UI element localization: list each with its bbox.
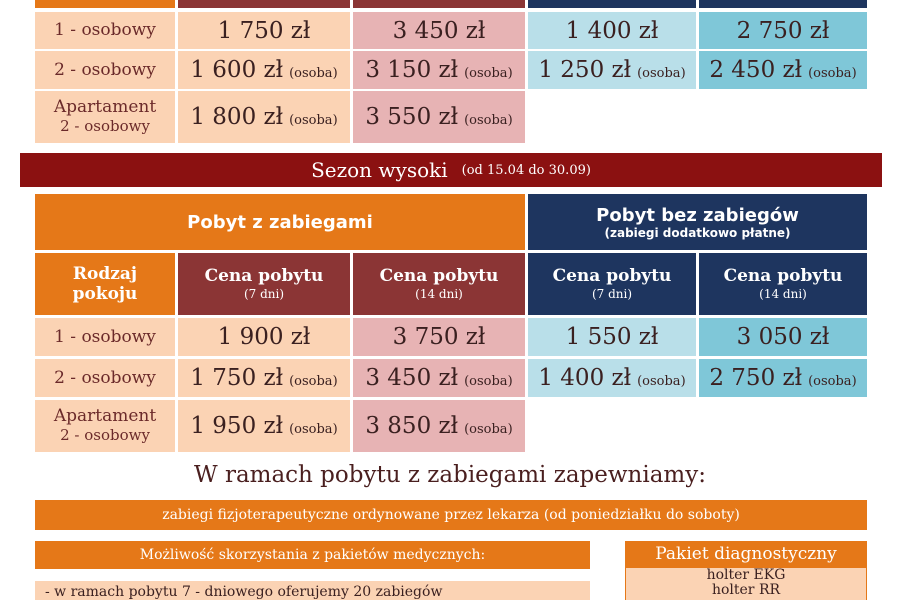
price-value xyxy=(365,57,512,83)
group-header-without-treatments xyxy=(528,194,867,250)
room-type-cell xyxy=(35,91,175,143)
room-type-cell xyxy=(35,400,175,452)
price-cell xyxy=(353,51,525,89)
package-note xyxy=(35,581,590,600)
room-type-cell xyxy=(35,359,175,397)
season-title: Sezon wysoki xyxy=(311,158,448,182)
per-person-note: (osoba) xyxy=(289,113,338,128)
price-amount: 1 950 zł xyxy=(190,413,284,439)
per-person-note: (osoba) xyxy=(808,66,857,81)
room-type-label xyxy=(54,407,156,445)
price-amount: 3 450 zł xyxy=(392,17,486,44)
price-value xyxy=(190,57,337,83)
price-value xyxy=(538,57,685,83)
price-amount: 1 250 zł xyxy=(538,57,632,83)
per-person-note: (osoba) xyxy=(464,374,513,389)
diagnostic-item: holter RR xyxy=(711,582,781,598)
price-cell xyxy=(178,400,350,452)
price-cell xyxy=(178,12,350,49)
price-amount: 1 600 zł xyxy=(190,57,284,83)
price-value xyxy=(737,18,830,44)
price-amount: 2 750 zł xyxy=(736,17,830,44)
column-duration: (14 dni) xyxy=(415,287,463,301)
packages-text: Możliwość skorzystania z pakietów medycznych: xyxy=(139,547,486,563)
room-name: 2 - osobowy xyxy=(54,367,156,388)
price-value xyxy=(566,18,659,44)
header-strip-cell xyxy=(178,0,350,8)
price-cell xyxy=(353,91,525,143)
per-person-note: (osoba) xyxy=(289,66,338,81)
medical-packages-bar xyxy=(35,541,590,569)
per-person-note: (osoba) xyxy=(637,374,686,389)
column-title: Cena pobytu xyxy=(379,266,499,286)
price-amount: 1 750 zł xyxy=(190,365,284,391)
price-cell xyxy=(699,12,867,49)
room-type-cell xyxy=(35,51,175,89)
included-heading: W ramach pobytu z zabiegami zapewniamy: xyxy=(194,462,706,488)
price-cell xyxy=(353,400,525,452)
physio-text: zabiegi fizjoterapeutyczne ordynowane przez lekarza (od poniedziałku do soboty) xyxy=(162,507,740,523)
price-value xyxy=(709,57,856,83)
column-title: Cena pobytu xyxy=(552,266,672,286)
price-value xyxy=(190,104,337,130)
diagnostic-title: Pakiet diagnostyczny xyxy=(626,542,866,568)
season-dates: (od 15.04 do 30.09) xyxy=(461,162,591,178)
group-subtitle: (zabiegi dodatkowo płatne) xyxy=(604,225,791,240)
per-person-note: (osoba) xyxy=(289,422,338,437)
room-name: Apartament xyxy=(53,97,157,117)
price-value xyxy=(218,324,311,350)
diagnostic-item: holter EKG xyxy=(706,567,786,583)
column-duration: (7 dni) xyxy=(591,287,633,301)
header-strip-cell xyxy=(35,0,175,8)
price-cell xyxy=(178,51,350,89)
room-type-header xyxy=(35,253,175,315)
room-subtype: 2 - osobowy xyxy=(60,117,150,135)
price-column-header xyxy=(699,253,867,315)
room-type-label xyxy=(54,61,156,80)
price-value xyxy=(190,413,337,439)
price-amount: 1 800 zł xyxy=(190,104,284,130)
price-amount: 1 900 zł xyxy=(217,324,311,350)
price-cell xyxy=(178,359,350,397)
price-value xyxy=(709,365,856,391)
price-amount: 1 400 zł xyxy=(565,17,659,44)
price-amount: 2 750 zł xyxy=(709,365,803,391)
column-title: Cena pobytu xyxy=(204,266,324,286)
column-title: Cena pobytu xyxy=(723,266,843,286)
room-type-label xyxy=(54,21,156,40)
group-header-with-treatments xyxy=(35,194,525,250)
price-amount: 3 050 zł xyxy=(736,324,830,350)
price-amount: 3 550 zł xyxy=(365,104,459,130)
room-type-label xyxy=(54,98,156,136)
room-name: 2 - osobowy xyxy=(54,59,156,80)
header-line: Rodzaj xyxy=(72,264,138,284)
price-value xyxy=(190,365,337,391)
season-band xyxy=(20,153,882,187)
price-cell xyxy=(353,359,525,397)
price-cell xyxy=(528,359,696,397)
price-amount: 1 400 zł xyxy=(538,365,632,391)
room-type-cell xyxy=(35,12,175,49)
room-type-cell xyxy=(35,318,175,356)
header-strip-cell xyxy=(699,0,867,8)
room-type-label xyxy=(54,328,156,347)
price-value xyxy=(566,324,659,350)
price-value xyxy=(393,324,486,350)
room-name: Apartament xyxy=(53,406,157,426)
per-person-note: (osoba) xyxy=(289,374,338,389)
per-person-note: (osoba) xyxy=(808,374,857,389)
price-column-header xyxy=(178,253,350,315)
price-cell xyxy=(699,318,867,356)
per-person-note: (osoba) xyxy=(464,113,513,128)
room-subtype: 2 - osobowy xyxy=(60,426,150,444)
price-cell xyxy=(178,318,350,356)
price-value xyxy=(365,365,512,391)
room-name: 1 - osobowy xyxy=(54,326,156,347)
price-column-header xyxy=(353,253,525,315)
group-title: Pobyt z zabiegami xyxy=(187,211,373,233)
price-value xyxy=(393,18,486,44)
price-column-header xyxy=(528,253,696,315)
price-amount: 3 450 zł xyxy=(365,365,459,391)
price-amount: 1 550 zł xyxy=(565,324,659,350)
price-cell xyxy=(528,12,696,49)
group-title: Pobyt bez zabiegów xyxy=(596,204,799,226)
per-person-note: (osoba) xyxy=(637,66,686,81)
price-cell xyxy=(528,51,696,89)
price-amount: 3 150 zł xyxy=(365,57,459,83)
price-cell xyxy=(528,318,696,356)
physio-treatments-bar xyxy=(35,500,867,530)
header-line: pokoju xyxy=(72,284,138,304)
price-value xyxy=(365,104,512,130)
price-amount: 2 450 zł xyxy=(709,57,803,83)
header-strip-cell xyxy=(353,0,525,8)
price-amount: 1 750 zł xyxy=(217,17,311,44)
price-amount: 3 850 zł xyxy=(365,413,459,439)
price-cell xyxy=(353,12,525,49)
price-cell xyxy=(353,318,525,356)
price-cell xyxy=(178,91,350,143)
price-cell xyxy=(699,51,867,89)
package-note-text: - w ramach pobytu 7 - dniowego oferujemy 20 zabiegów xyxy=(45,584,443,600)
diagnostic-package-box xyxy=(625,541,867,600)
price-amount: 3 750 zł xyxy=(392,324,486,350)
price-cell xyxy=(699,359,867,397)
per-person-note: (osoba) xyxy=(464,66,513,81)
price-value xyxy=(365,413,512,439)
room-type-label xyxy=(54,369,156,388)
price-value xyxy=(218,18,311,44)
price-value xyxy=(737,324,830,350)
room-name: 1 - osobowy xyxy=(54,20,156,40)
price-value xyxy=(538,365,685,391)
header-strip-cell xyxy=(528,0,696,8)
column-duration: (14 dni) xyxy=(759,287,807,301)
per-person-note: (osoba) xyxy=(464,422,513,437)
column-duration: (7 dni) xyxy=(243,287,285,301)
